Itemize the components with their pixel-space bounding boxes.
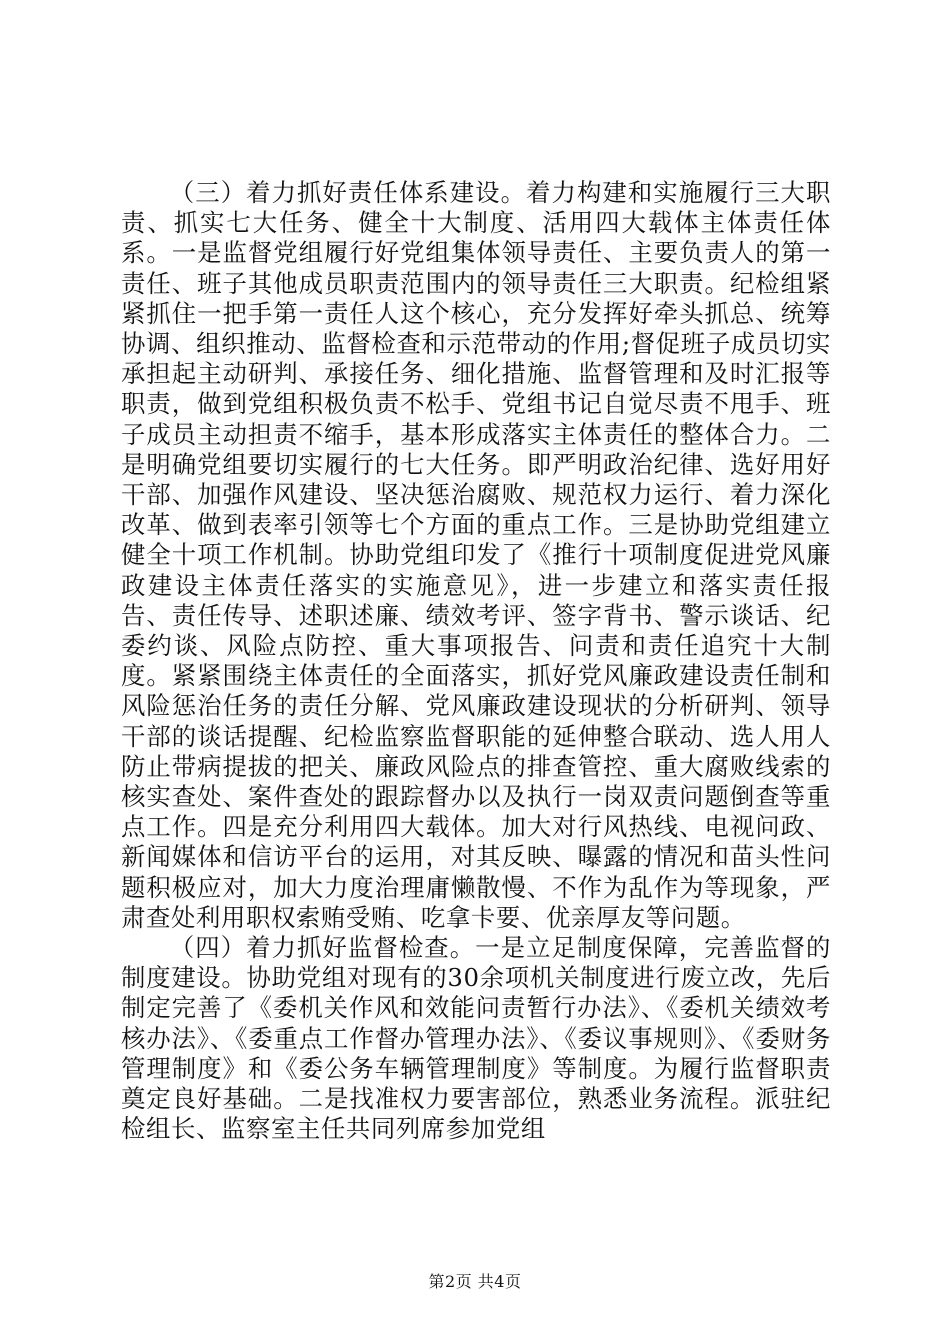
page-footer: 第2页 共4页	[428, 1272, 522, 1291]
paragraph-section-four: （四）着力抓好监督检查。一是立足制度保障，完善监督的制度建设。协助党组对现有的30余项机关制度进行废立改，先后制定完善了《委机关作风和效能问责暂行办法》、《委机关绩效考核办法》、《委重点工作督办管理办法》、《委议事规则》、《委财务管理制度》和《委公务车辆管理制度》等制度。为履行监督职责奠定良好基础。二是找准权力要害部位，熟悉业务流程。派驻纪检组长、监察室主任共同列席参加党组	[121, 933, 831, 1144]
body-text	[121, 178, 831, 1145]
paragraph-section-three: （三）着力抓好责任体系建设。着力构建和实施履行三大职责、抓实七大任务、健全十大制度、活用四大载体主体责任体系。一是监督党组履行好党组集体领导责任、主要负责人的第一责任、班子其他成员职责范围内的领导责任三大职责。纪检组紧紧抓住一把手第一责任人这个核心，充分发挥好牵头抓总、统筹协调、组织推动、监督检查和示范带动的作用;督促班子成员切实承担起主动研判、承接任务、细化措施、监督管理和及时汇报等职责，做到党组积极负责不松手、党组书记自觉尽责不甩手、班子成员主动担责不缩手，基本形成落实主体责任的整体合力。二是明确党组要切实履行的七大任务。即严明政治纪律、选好用好干部、加强作风建设、坚决惩治腐败、规范权力运行、着力深化改革、做到表率引领等七个方面的重点工作。三是协助党组建立健全十项工作机制。协助党组印发了《推行十项制度促进党风廉政建设主体责任落实的实施意见》，进一步建立和落实责任报告、责任传导、述职述廉、绩效考评、签字背书、警示谈话、纪委约谈、风险点防控、重大事项报告、问责和责任追究十大制度。紧紧围绕主体责任的全面落实，抓好党风廉政建设责任制和风险惩治任务的责任分解、党风廉政建设现状的分析研判、领导干部的谈话提醒、纪检监察监督职能的延伸整合联动、选人用人防止带病提拔的把关、廉政风险点的排查管控、重大腐败线索的核实查处、案件查处的跟踪督办以及执行一岗双责问题倒查等重点工作。四是充分利用四大载体。加大对行风热线、电视问政、新闻媒体和信访平台的运用，对其反映、曝露的情况和苗头性问题积极应对，加大力度治理庸懒散慢、不作为乱作为等现象，严肃查处利用职权索贿受贿、吃拿卡要、优亲厚友等问题。	[121, 178, 831, 932]
